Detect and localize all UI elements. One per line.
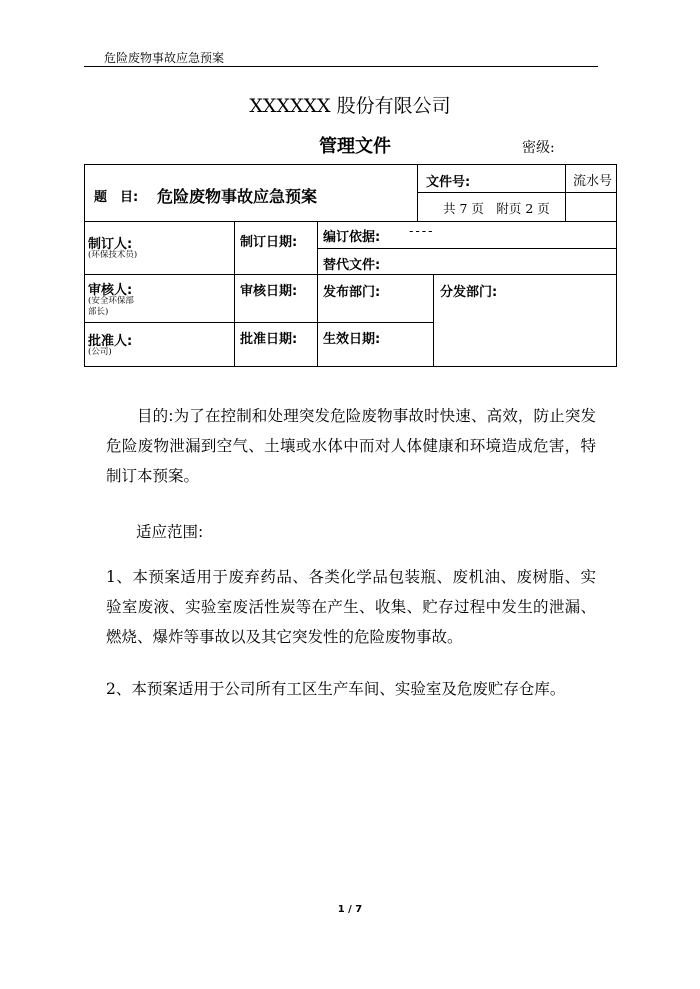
purpose-paragraph — [106, 401, 596, 491]
serial-label: 流水号 — [573, 174, 613, 189]
scope-label: 适应范围: — [136, 523, 204, 541]
page-number: 1 / 7 — [337, 904, 363, 915]
effective-date-label: 生效日期: — [323, 332, 381, 347]
preparer-note: (环保技术员) — [88, 250, 138, 260]
subject-value: 危险废物事故应急预案 — [157, 187, 318, 206]
subject-label: 题 目: — [94, 190, 139, 205]
prepare-date-label: 制订日期: — [240, 235, 298, 250]
approve-date-label: 批准日期: — [240, 332, 298, 347]
header-rule — [84, 66, 598, 67]
publish-dept-label: 发布部门: — [323, 285, 381, 300]
scope-item: 1、本预案适用于废弃药品、各类化学品包装瓶、废机油、废树脂、实验室废液、实验室废活性炭等在产生、收集、贮存过程中发生的泄漏、燃烧、爆炸等事故以及其它突发性的危险废物事故。 — [106, 568, 596, 646]
purpose-label: 目的: — [137, 407, 174, 425]
approver-label: 批准人: — [88, 334, 133, 349]
doc-type-title: 管理文件 — [319, 136, 391, 157]
basis-label: 编订依据: — [323, 230, 381, 245]
basis-value: ---- — [409, 224, 435, 239]
reviewer-label: 审核人: — [88, 283, 133, 298]
file-no-label: 文件号: — [426, 175, 471, 190]
document-info-table — [84, 164, 617, 367]
review-date-label: 审核日期: — [240, 284, 298, 299]
reviewer-note-line1: (安全环保部 — [88, 296, 134, 306]
replace-label: 替代文件: — [323, 258, 381, 273]
scope-item: 2、本预案适用于公司所有工区生产车间、实验室及危废贮存仓库。 — [106, 680, 566, 698]
approver-note: (公司) — [88, 347, 112, 357]
reviewer-note-line2: 部长) — [88, 307, 109, 317]
purpose-text: 为了在控制和处理突发危险废物事故时快速、高效，防止突发危险废物泄漏到空气、土壤或水体中而对人体健康和环境造成危害，特制订本预案。 — [106, 407, 596, 485]
preparer-label: 制订人: — [88, 237, 133, 252]
running-header: 危险废物事故应急预案 — [104, 51, 225, 65]
company-name: XXXXXX 股份有限公司 — [249, 95, 451, 117]
distribute-dept-label: 分发部门: — [440, 285, 498, 300]
pages-info: 共 7 页 附页 2 页 — [443, 201, 550, 216]
secrecy-label: 密级: — [522, 140, 555, 156]
